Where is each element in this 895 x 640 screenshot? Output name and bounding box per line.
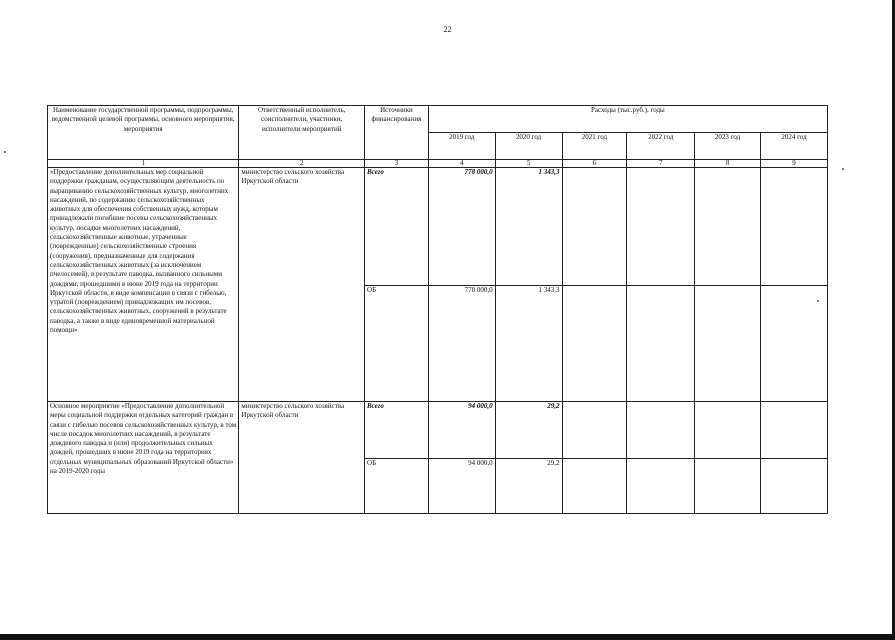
value-2023	[695, 459, 761, 514]
column-number-row	[48, 160, 828, 168]
header-year-2019: 2019 год	[428, 133, 495, 160]
funding-source: ОБ	[365, 286, 429, 402]
value-2024	[761, 168, 828, 286]
funding-source: Всего	[365, 402, 429, 459]
value-2024	[761, 402, 828, 459]
value-2021	[562, 286, 627, 402]
value-2022	[627, 286, 695, 402]
measure-name: Основное мероприятие «Предоставление дополнительной меры социальной поддержки отдельных категорий граждан в связи с гибелью посевов сельскохозяйственных культур, в том числе посадок многолетних насаждений, в результате дождевого паводка и (или) продолжительных сильных дождей, прошедших в июне 2019 года на территориях отдельных муниципальных образований Иркутской области» на 2019-2020 годы	[48, 402, 239, 514]
header-year-2022: 2022 год	[627, 133, 695, 160]
header-responsible: Ответственный исполнитель, соисполнители, участники, исполнители мероприятий	[239, 106, 365, 160]
column-number: 1	[48, 160, 239, 168]
header-sources: Источники финансирования	[365, 106, 429, 160]
value-2024	[761, 459, 828, 514]
value-2023	[695, 402, 761, 459]
value-2020: 29,2	[495, 459, 562, 514]
table-row	[48, 168, 828, 286]
header-expenses: Расходы (тыс.руб.), годы	[428, 106, 827, 133]
scan-speck	[817, 300, 819, 302]
column-number: 9	[761, 160, 828, 168]
funding-source: Всего	[365, 168, 429, 286]
budget-table	[47, 105, 828, 514]
page-number: 22	[443, 25, 452, 34]
header-row-main	[48, 106, 828, 133]
header-year-2021: 2021 год	[562, 133, 627, 160]
column-number: 8	[695, 160, 761, 168]
column-number: 6	[562, 160, 627, 168]
scan-speck	[842, 168, 844, 170]
responsible-executor: министерство сельского хозяйства Иркутской области	[239, 402, 365, 514]
value-2019: 94 000,0	[428, 402, 495, 459]
table-row	[48, 402, 828, 459]
responsible-executor: министерство сельского хозяйства Иркутской области	[239, 168, 365, 402]
value-2023	[695, 168, 761, 286]
value-2023	[695, 286, 761, 402]
value-2022	[627, 459, 695, 514]
value-2019: 778 000,0	[428, 286, 495, 402]
value-2020: 29,2	[495, 402, 562, 459]
column-number: 5	[495, 160, 562, 168]
funding-source: ОБ	[365, 459, 429, 514]
measure-name: «Предоставление дополнительных мер социальной поддержки гражданам, осуществляющим деятельность по выращиванию сельскохозяйственных культур, многолетних насаждений, по содержанию сельскохозяйственных животных для обеспечения собственных нужд, которым принадлежали погибшие посевы сельскохозяйственных культур, посадки многолетних насаждений, сельскохозяйственные животные, утраченные (поврежденные) сельскохозяйственные строения (сооружения), предназначенные для содержания сельскохозяйственных животных (за исключением пчелосемей), в результате паводка, вызванного сильными дождями, прошедшими в июне 2019 года на территории Иркутской области, в виде компенсации в связи с гибелью, утратой (повреждением) принадлежащих им посевов, сельскохозяйственных животных, сооружений в результате паводка, а также в виде единовременной материальной помощи»	[48, 168, 239, 402]
value-2020: 1 343,3	[495, 286, 562, 402]
value-2024	[761, 286, 828, 402]
value-2022	[627, 402, 695, 459]
value-2019: 778 000,0	[428, 168, 495, 286]
column-number: 4	[428, 160, 495, 168]
column-number: 2	[239, 160, 365, 168]
header-year-2023: 2023 год	[695, 133, 761, 160]
scan-speck	[4, 151, 6, 153]
value-2021	[562, 459, 627, 514]
value-2021	[562, 168, 627, 286]
value-2021	[562, 402, 627, 459]
value-2020: 1 343,3	[495, 168, 562, 286]
scan-edge-bottom	[0, 634, 895, 640]
value-2022	[627, 168, 695, 286]
header-year-2020: 2020 год	[495, 133, 562, 160]
value-2019: 94 000,0	[428, 459, 495, 514]
header-year-2024: 2024 год	[761, 133, 828, 160]
column-number: 7	[627, 160, 695, 168]
column-number: 3	[365, 160, 429, 168]
header-name: Наименование государственной программы, подпрограммы, ведомственной целевой программы, основного мероприятия, мероприятия	[48, 106, 239, 160]
